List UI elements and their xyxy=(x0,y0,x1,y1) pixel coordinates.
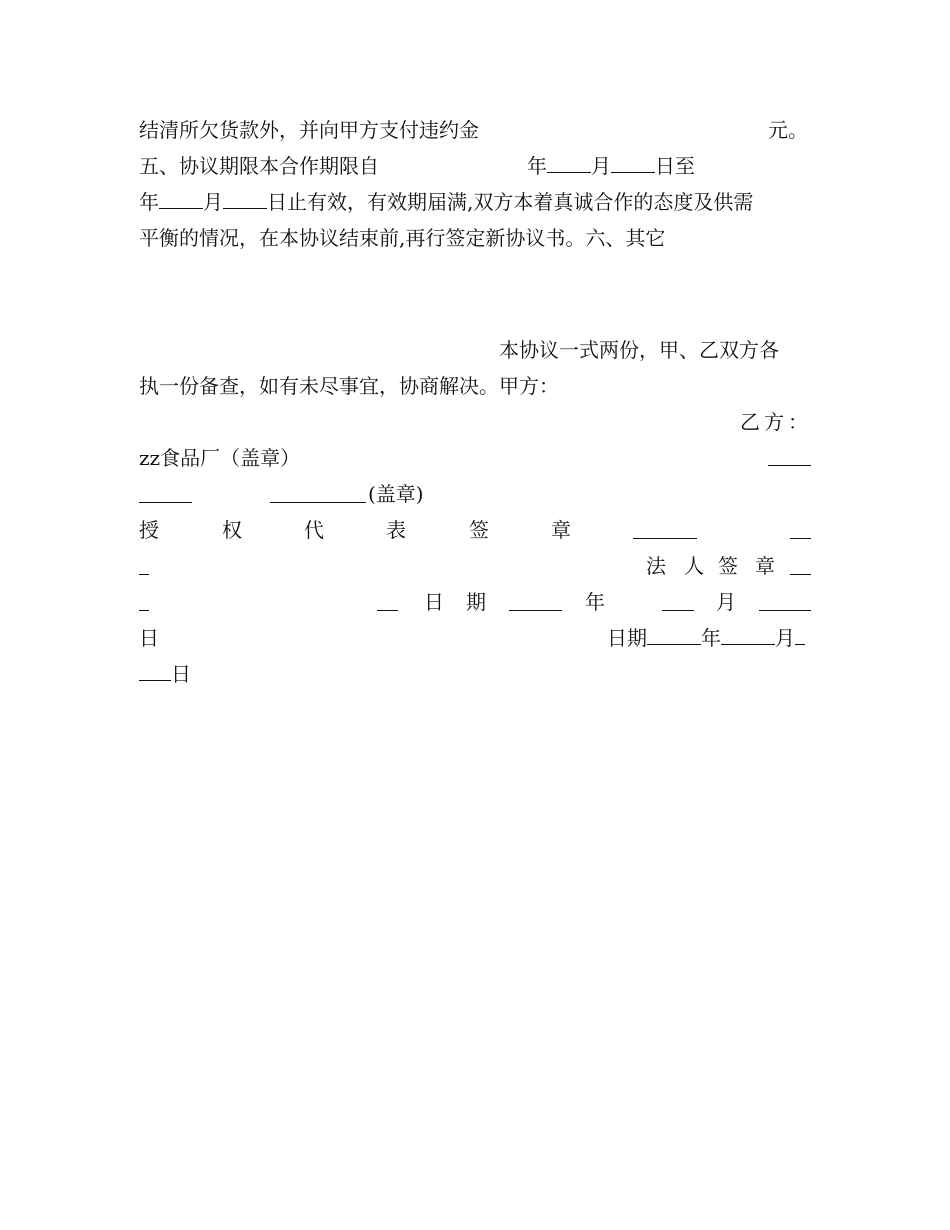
date-char: 期 xyxy=(466,590,486,614)
final-day xyxy=(139,662,191,686)
blank-line xyxy=(509,592,562,611)
month-label: 月 xyxy=(775,626,795,650)
legal-sign-char: 签 xyxy=(718,554,738,578)
legal-sign-char: 章 xyxy=(755,554,775,578)
blank-line xyxy=(139,556,149,575)
month-label: 月 xyxy=(716,590,736,614)
blank-line xyxy=(547,154,591,173)
each-holds-text: 执一份备查，如有未尽事宜，协商解决。甲方： xyxy=(139,374,559,398)
day-to-label: 日至 xyxy=(655,154,695,178)
auth-rep-char: 签 xyxy=(469,518,489,542)
yuan-text: 元。 xyxy=(768,118,808,142)
blank-line xyxy=(270,484,366,503)
seal-text: (盖章) xyxy=(368,482,424,506)
copies-text: 本协议一式两份，甲、乙双方各 xyxy=(499,338,779,362)
auth-rep-char: 权 xyxy=(222,518,242,542)
blank-line xyxy=(768,447,811,466)
date-b-label: 日期 xyxy=(607,626,647,650)
term-start-date xyxy=(527,154,695,178)
balance-text: 平衡的情况，在本协议结束前,再行签定新协议书。六、其它 xyxy=(139,226,666,250)
breach-fee-text: 结清所欠货款外，并向甲方支付违约金 xyxy=(139,118,479,142)
day-label: 日 xyxy=(171,662,191,686)
blank-line xyxy=(377,592,398,611)
legal-sign-char: 法 xyxy=(646,554,666,578)
legal-sign-char: 人 xyxy=(684,554,704,578)
date-b xyxy=(607,626,805,650)
blank-line xyxy=(611,154,655,173)
auth-rep-char: 表 xyxy=(386,518,406,542)
year-label: 年 xyxy=(585,590,605,614)
year-label: 年 xyxy=(527,154,547,178)
year-label: 年 xyxy=(701,626,721,650)
section5-heading: 五、协议期限本合作期限自 xyxy=(139,154,379,178)
auth-rep-char: 授 xyxy=(139,518,159,542)
auth-rep-char: 章 xyxy=(551,518,571,542)
factory-seal-text: zz食品厂（盖章） xyxy=(139,446,301,470)
valid-text: 日止有效，有效期届满,双方本着真诚合作的态度及供需 xyxy=(267,190,754,214)
blank-line xyxy=(139,484,192,503)
date-char: 日 xyxy=(424,590,444,614)
blank-line xyxy=(795,626,805,645)
blank-line xyxy=(633,520,697,539)
blank-line xyxy=(647,626,701,645)
blank-line xyxy=(223,190,267,209)
day-label: 日 xyxy=(139,626,159,650)
party-b-label: 乙方： xyxy=(740,410,812,434)
blank-line xyxy=(721,626,775,645)
term-end-date xyxy=(139,190,753,214)
blank-line xyxy=(790,556,811,575)
blank-line xyxy=(159,190,203,209)
blank-line xyxy=(139,662,171,681)
year-label: 年 xyxy=(139,190,159,214)
month-label: 月 xyxy=(203,190,223,214)
blank-line xyxy=(662,592,694,611)
month-label: 月 xyxy=(591,154,611,178)
auth-rep-char: 代 xyxy=(304,518,324,542)
blank-line xyxy=(790,520,811,539)
blank-line xyxy=(759,592,811,611)
blank-line xyxy=(139,592,149,611)
